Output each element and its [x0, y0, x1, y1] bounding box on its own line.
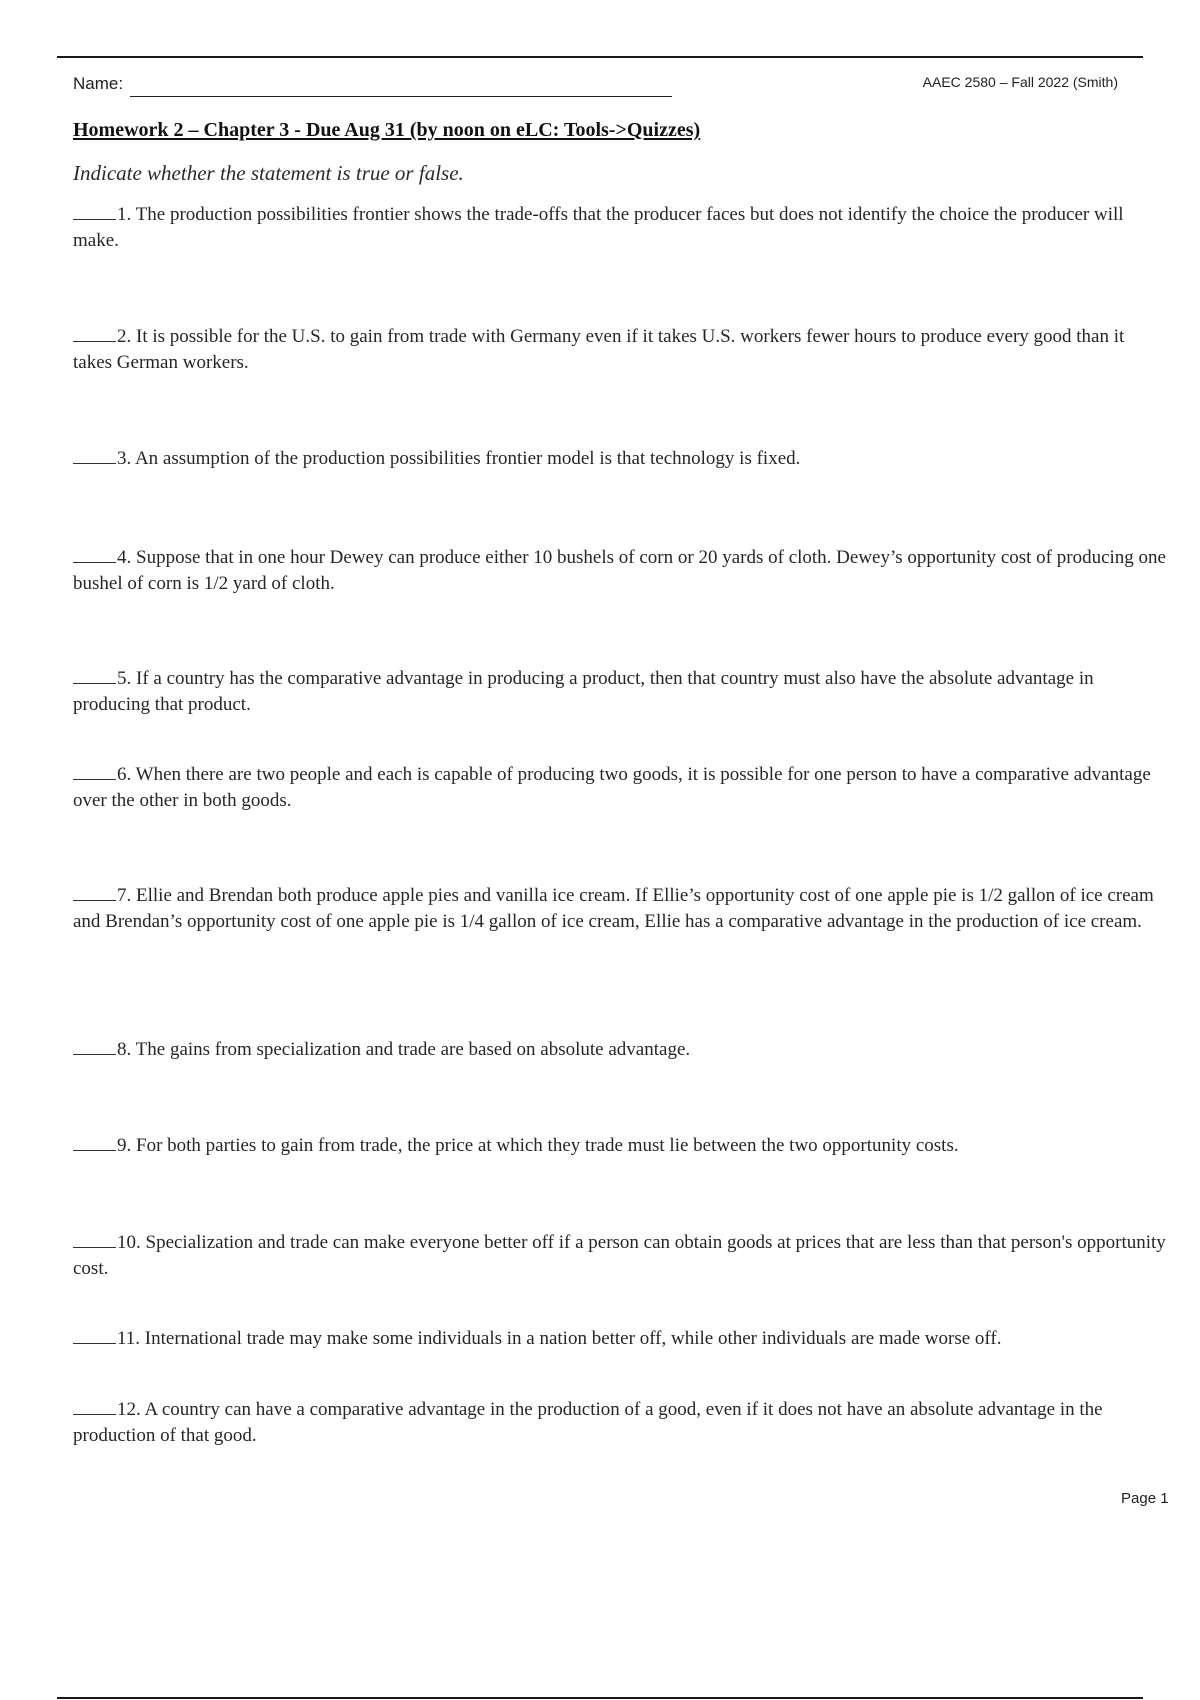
bottom-rule: [57, 1697, 1143, 1699]
course-info: AAEC 2580 – Fall 2022 (Smith): [922, 74, 1118, 90]
answer-blank[interactable]: [73, 1039, 116, 1055]
answer-blank[interactable]: [73, 764, 116, 780]
question-item: [73, 666, 1166, 718]
header-row: [73, 74, 1118, 98]
question-item: [73, 545, 1166, 597]
question-text: 5. If a country has the comparative advantage in producing a product, then that country must also have the absolute advantage in producing that product.: [73, 668, 1094, 715]
answer-blank[interactable]: [73, 885, 116, 901]
homework-title: Homework 2 – Chapter 3 - Due Aug 31 (by noon on eLC: Tools->Quizzes): [73, 119, 701, 141]
name-field-line[interactable]: [130, 96, 672, 97]
question-item: [73, 1230, 1166, 1282]
question-item: [73, 446, 1166, 472]
question-text: 4. Suppose that in one hour Dewey can produce either 10 bushels of corn or 20 yards of cloth. Dewey’s opportunity cost of producing one bushel of corn is 1/2 yard of cloth.: [73, 547, 1166, 594]
question-item: [73, 1326, 1166, 1352]
question-item: [73, 1133, 1166, 1159]
question-item: [73, 1037, 1166, 1063]
question-item: [73, 1397, 1166, 1449]
question-item: [73, 202, 1166, 254]
answer-blank[interactable]: [73, 668, 116, 684]
question-text: 12. A country can have a comparative advantage in the production of a good, even if it does not have an absolute advantage in the production of that good.: [73, 1399, 1103, 1446]
question-text: 6. When there are two people and each is capable of producing two goods, it is possible for one person to have a comparative advantage over the other in both goods.: [73, 764, 1151, 811]
question-text: 9. For both parties to gain from trade, the price at which they trade must lie between the two opportunity costs.: [117, 1135, 959, 1156]
page-number: Page 1: [1121, 1490, 1169, 1507]
question-text: 2. It is possible for the U.S. to gain from trade with Germany even if it takes U.S. workers fewer hours to produce every good than it takes German workers.: [73, 326, 1125, 373]
answer-blank[interactable]: [73, 204, 116, 220]
answer-blank[interactable]: [73, 1135, 116, 1151]
answer-blank[interactable]: [73, 1399, 116, 1415]
answer-blank[interactable]: [73, 326, 116, 342]
question-item: [73, 883, 1166, 935]
answer-blank[interactable]: [73, 547, 116, 563]
instruction-text: Indicate whether the statement is true or false.: [73, 161, 464, 185]
question-text: 1. The production possibilities frontier shows the trade-offs that the producer faces but does not identify the choice the producer will make.: [73, 204, 1124, 251]
question-item: [73, 762, 1166, 814]
question-text: 8. The gains from specialization and trade are based on absolute advantage.: [117, 1039, 691, 1060]
question-text: 7. Ellie and Brendan both produce apple pies and vanilla ice cream. If Ellie’s opportunity cost of one apple pie is 1/2 gallon of ice cream and Brendan’s opportunity cost of one apple pie is 1/4 gallon of ice cream, Ellie has a comparative advantage in the production of ice cream.: [73, 885, 1154, 932]
question-text: 3. An assumption of the production possibilities frontier model is that technology is fixed.: [117, 448, 801, 469]
answer-blank[interactable]: [73, 1232, 116, 1248]
question-text: 11. International trade may make some individuals in a nation better off, while other individuals are made worse off.: [117, 1328, 1002, 1349]
question-text: 10. Specialization and trade can make everyone better off if a person can obtain goods at prices that are less than that person's opportunity cost.: [73, 1232, 1166, 1279]
top-rule: [57, 56, 1143, 58]
name-label: Name:: [73, 74, 124, 93]
question-item: [73, 324, 1166, 376]
answer-blank[interactable]: [73, 448, 116, 464]
answer-blank[interactable]: [73, 1328, 116, 1344]
